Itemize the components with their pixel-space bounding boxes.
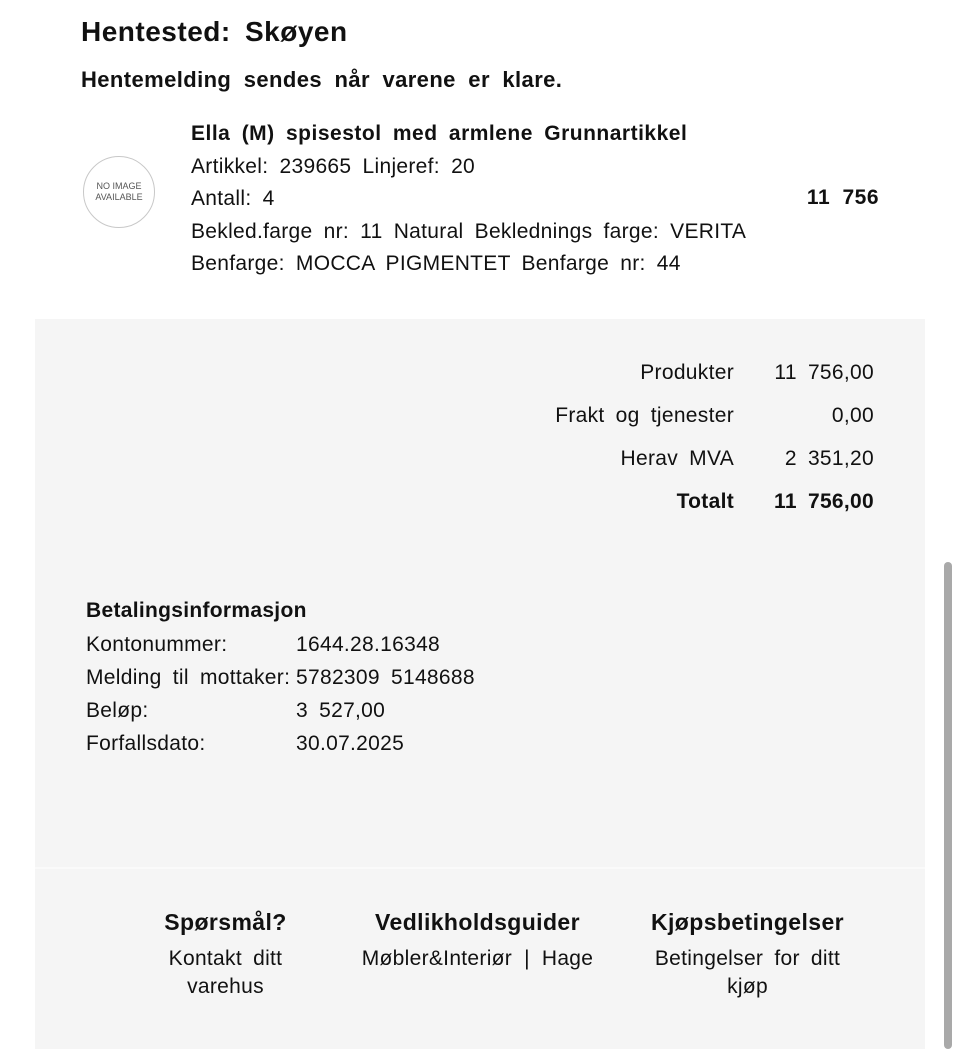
scrollbar[interactable] [944, 562, 952, 1049]
totals-table [555, 351, 874, 523]
no-image-text-line2: AVAILABLE [95, 192, 143, 202]
amount-value: 3 527,00 [296, 699, 386, 722]
product-fabric-color: Bekled.farge nr: 11 Natural Beklednings farge: VERITA [191, 219, 747, 243]
payment-row-due-date [86, 727, 475, 760]
payment-info [86, 595, 475, 760]
contact-store-link[interactable]: Kontakt ditt varehus [168, 947, 283, 998]
guides-heading: Vedlikholdsguider [375, 909, 580, 935]
message-value: 5782309 5148688 [296, 666, 475, 689]
totals-row-shipping [555, 394, 874, 437]
totals-row-vat [555, 437, 874, 480]
amount-label: Beløp: [86, 699, 149, 722]
product-leg-color: Benfarge: MOCCA PIGMENTET Benfarge nr: 44 [191, 252, 681, 275]
product-line-item [82, 118, 882, 278]
vat-label: Herav MVA [620, 446, 734, 470]
shipping-label: Frakt og tjenester [555, 403, 734, 427]
products-value: 11 756,00 [774, 360, 874, 384]
product-details [191, 118, 746, 281]
totals-row-total [555, 480, 874, 523]
footer [35, 867, 925, 1049]
products-label: Produkter [640, 360, 734, 384]
shipping-value: 0,00 [831, 403, 874, 427]
footer-maintenance-guides [360, 907, 595, 973]
account-label: Kontonummer: [86, 633, 228, 656]
purchase-terms-link[interactable]: Betingelser for ditt kjøp [654, 947, 841, 998]
garden-guide-link[interactable]: Hage [541, 947, 594, 970]
order-summary-panel [35, 319, 925, 867]
pickup-section [81, 14, 562, 94]
terms-heading: Kjøpsbetingelser [651, 909, 844, 935]
payment-row-account [86, 628, 475, 661]
payment-heading: Betalingsinformasjon [86, 599, 307, 622]
payment-row-message [86, 661, 475, 694]
product-article-line: Artikkel: 239665 Linjeref: 20 [191, 154, 476, 178]
total-label: Totalt [676, 489, 734, 513]
payment-row-amount [86, 694, 475, 727]
footer-purchase-terms [640, 907, 855, 1001]
questions-heading: Spørsmål? [164, 909, 287, 935]
account-value: 1644.28.16348 [296, 633, 441, 656]
message-label: Melding til mottaker: [86, 666, 291, 689]
due-date-value: 30.07.2025 [296, 732, 405, 755]
product-price: 11 756 [806, 186, 879, 209]
no-image-text-line1: NO IMAGE [96, 181, 142, 191]
pickup-notification-note: Hentemelding sendes når varene er klare. [81, 67, 563, 92]
vat-value: 2 351,20 [784, 446, 874, 470]
totals-row-products [555, 351, 874, 394]
product-name: Ella (M) spisestol med armlene Grunnartikkel [191, 122, 688, 145]
no-image-placeholder-icon [83, 156, 155, 228]
furniture-guide-link[interactable]: Møbler&Interiør [361, 947, 513, 970]
total-value: 11 756,00 [774, 489, 874, 513]
product-quantity: Antall: 4 [191, 187, 275, 210]
link-separator: | [524, 947, 530, 970]
footer-questions [133, 907, 318, 1001]
pickup-location-title: Hentested: Skøyen [81, 16, 348, 47]
due-date-label: Forfallsdato: [86, 732, 206, 755]
